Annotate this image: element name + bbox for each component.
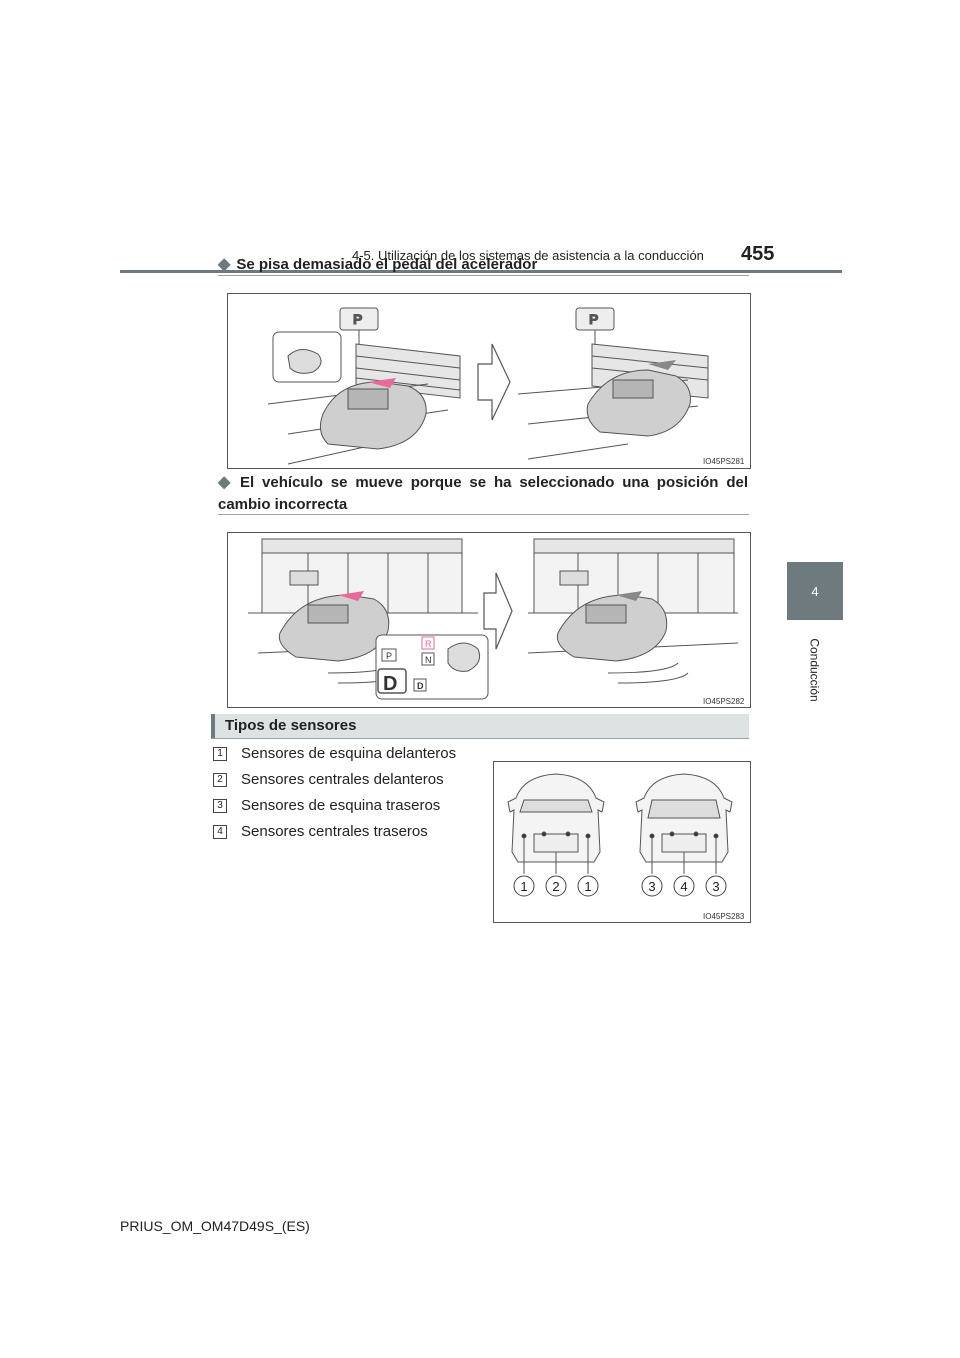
subheading-text: El vehículo se mueve porque se ha seleccionado una posición del cambio incorrecta bbox=[218, 474, 748, 513]
transition-arrow-icon bbox=[478, 344, 510, 420]
wrong-gear-illustration bbox=[228, 533, 750, 707]
callout-number: 1 bbox=[213, 747, 227, 761]
figure-sensor-locations bbox=[493, 761, 751, 923]
diamond-bullet-icon: ◆ bbox=[218, 256, 231, 273]
callout-number: 3 bbox=[213, 799, 227, 813]
document-code: PRIUS_OM_OM47D49S_(ES) bbox=[120, 1218, 310, 1234]
running-header-title: 4-5. Utilización de los sistemas de asistencia a la conducción bbox=[352, 248, 704, 263]
svg-text:P: P bbox=[353, 311, 363, 327]
figure-id: IO45PS282 bbox=[703, 697, 745, 706]
svg-text:P: P bbox=[589, 311, 599, 327]
shop-scene-right bbox=[528, 539, 738, 683]
callout-number: 2 bbox=[213, 773, 227, 787]
section-title: Tipos de sensores bbox=[225, 717, 357, 734]
transition-arrow-icon bbox=[484, 573, 512, 649]
sensor-locations-illustration bbox=[494, 762, 750, 922]
list-item bbox=[213, 745, 456, 762]
shift-d-big-label: D bbox=[383, 673, 398, 695]
list-item bbox=[213, 771, 444, 788]
subheading-rule bbox=[218, 275, 749, 276]
callout-rear-left: 3 bbox=[648, 879, 656, 894]
list-item bbox=[213, 797, 440, 814]
callout-rear-center: 4 bbox=[680, 879, 688, 894]
figure-accelerator bbox=[227, 293, 751, 469]
chapter-tab: 4 bbox=[787, 562, 843, 620]
chapter-tab-label bbox=[800, 620, 830, 720]
sensor-label: Sensores centrales delanteros bbox=[241, 771, 444, 788]
section-rule bbox=[211, 738, 749, 739]
car-front-view bbox=[508, 774, 604, 874]
accelerator-illustration bbox=[228, 294, 750, 468]
sensor-label: Sensores centrales traseros bbox=[241, 823, 428, 840]
chapter-label-text: Conducción bbox=[808, 638, 822, 702]
callout-front-right: 1 bbox=[584, 879, 592, 894]
callout-rear-right: 3 bbox=[712, 879, 720, 894]
subheading-wrong-gear bbox=[218, 472, 748, 516]
list-item bbox=[213, 823, 428, 840]
parking-scene-right bbox=[518, 308, 708, 459]
callout-front-center: 2 bbox=[552, 879, 560, 894]
shift-d-label: D bbox=[417, 681, 424, 691]
car-rear-view bbox=[636, 774, 732, 874]
figure-id: IO45PS283 bbox=[703, 912, 745, 921]
callout-front-left: 1 bbox=[520, 879, 528, 894]
figure-wrong-gear bbox=[227, 532, 751, 708]
shift-n-label: N bbox=[425, 655, 432, 665]
callout-circles bbox=[514, 876, 726, 896]
subheading-rule bbox=[218, 514, 749, 515]
figure-id: IO45PS281 bbox=[703, 457, 745, 466]
callout-number: 4 bbox=[213, 825, 227, 839]
shift-r-label: R bbox=[425, 639, 432, 649]
subheading-accelerator bbox=[218, 254, 748, 276]
sensor-label: Sensores de esquina traseros bbox=[241, 797, 441, 814]
diamond-bullet-icon: ◆ bbox=[218, 474, 235, 491]
page-number: 455 bbox=[741, 243, 775, 265]
shift-p-label: P bbox=[386, 651, 393, 661]
parking-scene-left bbox=[268, 308, 460, 464]
subheading-text: Se pisa demasiado el pedal del acelerador bbox=[236, 256, 538, 273]
sensor-label: Sensores de esquina delanteros bbox=[241, 745, 457, 762]
section-title-bar bbox=[211, 714, 749, 738]
